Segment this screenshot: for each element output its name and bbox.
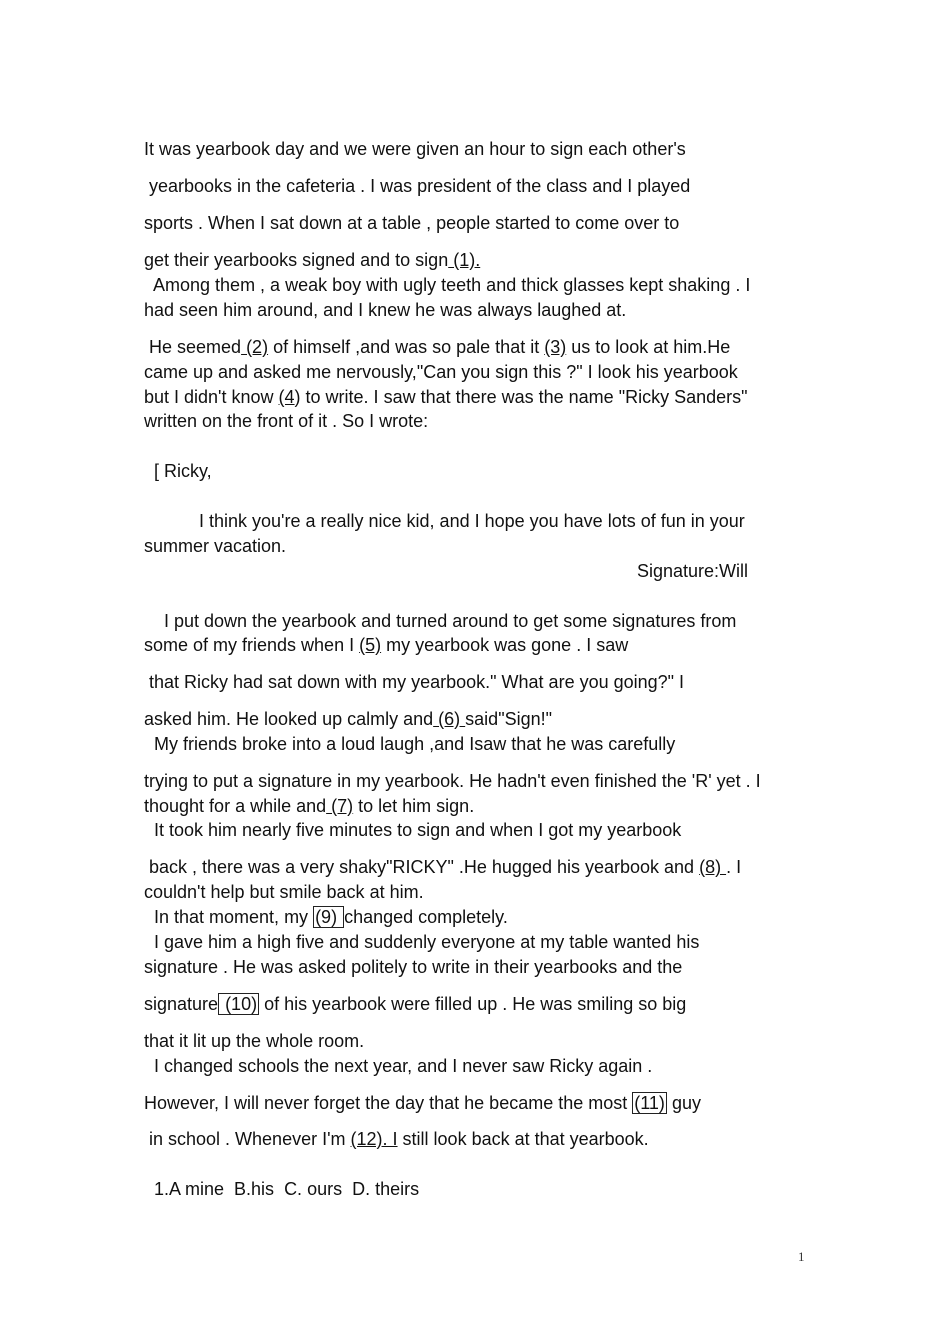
line-text: of himself ,and was so pale that it — [268, 337, 545, 357]
line-text: changed completely. — [344, 907, 508, 927]
passage-line — [144, 634, 628, 656]
passage-line: had seen him around, and I knew he was always laughed at. — [144, 300, 627, 320]
passage-line: Among them , a weak boy with ugly teeth and thick glasses kept shaking . I — [144, 275, 751, 295]
blank-6: (6) — [433, 709, 466, 729]
passage-line — [144, 1128, 649, 1150]
blank-11: (11) — [634, 1093, 665, 1113]
line-text: In that moment, my — [144, 907, 314, 927]
line-text: back , there was a very shaky"RICKY" .He hugged his yearbook and — [144, 857, 700, 877]
line-text: ) to write. I saw that there was the name "Ricky Sanders" — [294, 387, 748, 407]
passage-line: It took him nearly five minutes to sign and when I got my yearbook — [144, 820, 682, 840]
line-text: asked him. He looked up calmly and — [144, 709, 434, 729]
line-text: of his yearbook were filled up . He was smiling so big — [259, 994, 687, 1014]
passage-line: My friends broke into a loud laugh ,and Isaw that he was carefully — [144, 734, 676, 754]
line-text: but I didn't know — [144, 387, 279, 407]
line-text: guy — [666, 1093, 701, 1113]
letter-signature: Signature:Will — [637, 561, 749, 581]
passage-line — [144, 795, 474, 817]
blank-2: (2) — [241, 337, 269, 357]
passage-line: I changed schools the next year, and I never saw Ricky again . — [144, 1056, 653, 1076]
passage-line: I put down the yearbook and turned around to get some signatures from — [144, 611, 737, 631]
letter-greeting: [ Ricky, — [144, 461, 212, 481]
passage-line: that it lit up the whole room. — [144, 1031, 365, 1051]
line-text: get their yearbooks signed and to sign — [144, 250, 449, 270]
line-text: us to look at him.He — [566, 337, 731, 357]
blank-5: (5) — [359, 635, 382, 655]
line-text: signature — [144, 994, 219, 1014]
passage-line: signature . He was asked politely to write in their yearbooks and the — [144, 957, 683, 977]
blank-7: (7) — [326, 796, 354, 816]
passage-line — [144, 906, 508, 928]
question-1-options: 1.A mine B.his C. ours D. theirs — [144, 1179, 420, 1199]
line-text: in school . Whenever I'm — [144, 1129, 351, 1149]
line-text: He seemed — [144, 337, 242, 357]
passage-line: came up and asked me nervously,"Can you sign this ?" I look his yearbook — [144, 362, 738, 382]
line-text: some of my friends when I — [144, 635, 360, 655]
passage-line: trying to put a signature in my yearbook. He hadn't even finished the 'R' yet . I — [144, 771, 761, 791]
passage-line — [144, 993, 686, 1015]
passage-line: sports . When I sat down at a table , people started to come over to — [144, 213, 680, 233]
passage-line: yearbooks in the cafeteria . I was president of the class and I played — [144, 176, 691, 196]
passage-line: couldn't help but smile back at him. — [144, 882, 424, 902]
passage-line — [144, 336, 730, 358]
passage-line — [144, 386, 748, 408]
blank-9: (9) — [315, 907, 343, 927]
letter-body: I think you're a really nice kid, and I hope you have lots of fun in your — [144, 511, 745, 531]
passage-line: written on the front of it . So I wrote: — [144, 411, 429, 431]
line-text: to let him sign. — [353, 796, 475, 816]
passage-line — [144, 249, 480, 271]
blank-8: (8) — [699, 857, 727, 877]
passage-line: that Ricky had sat down with my yearbook." What are you going?" I — [144, 672, 685, 692]
blank-10: (10) — [220, 994, 258, 1014]
blank-12: (12). I — [350, 1129, 398, 1149]
blank-4: (4 — [278, 387, 295, 407]
passage-line — [144, 708, 552, 730]
line-text: However, I will never forget the day that he became the most — [144, 1093, 633, 1113]
passage-line — [144, 1092, 701, 1114]
letter-body: summer vacation. — [144, 536, 287, 556]
blank-1: (1). — [448, 250, 481, 270]
line-text: my yearbook was gone . I saw — [381, 635, 629, 655]
blank-3: (3) — [544, 337, 567, 357]
line-text: thought for a while and — [144, 796, 327, 816]
page-number: 1 — [798, 1249, 805, 1264]
passage-line: It was yearbook day and we were given an hour to sign each other's — [144, 139, 686, 159]
line-text: still look back at that yearbook. — [397, 1129, 649, 1149]
line-text: . I — [726, 857, 742, 877]
passage-line: I gave him a high five and suddenly everyone at my table wanted his — [144, 932, 700, 952]
passage-line — [144, 856, 741, 878]
line-text: said"Sign!" — [465, 709, 552, 729]
